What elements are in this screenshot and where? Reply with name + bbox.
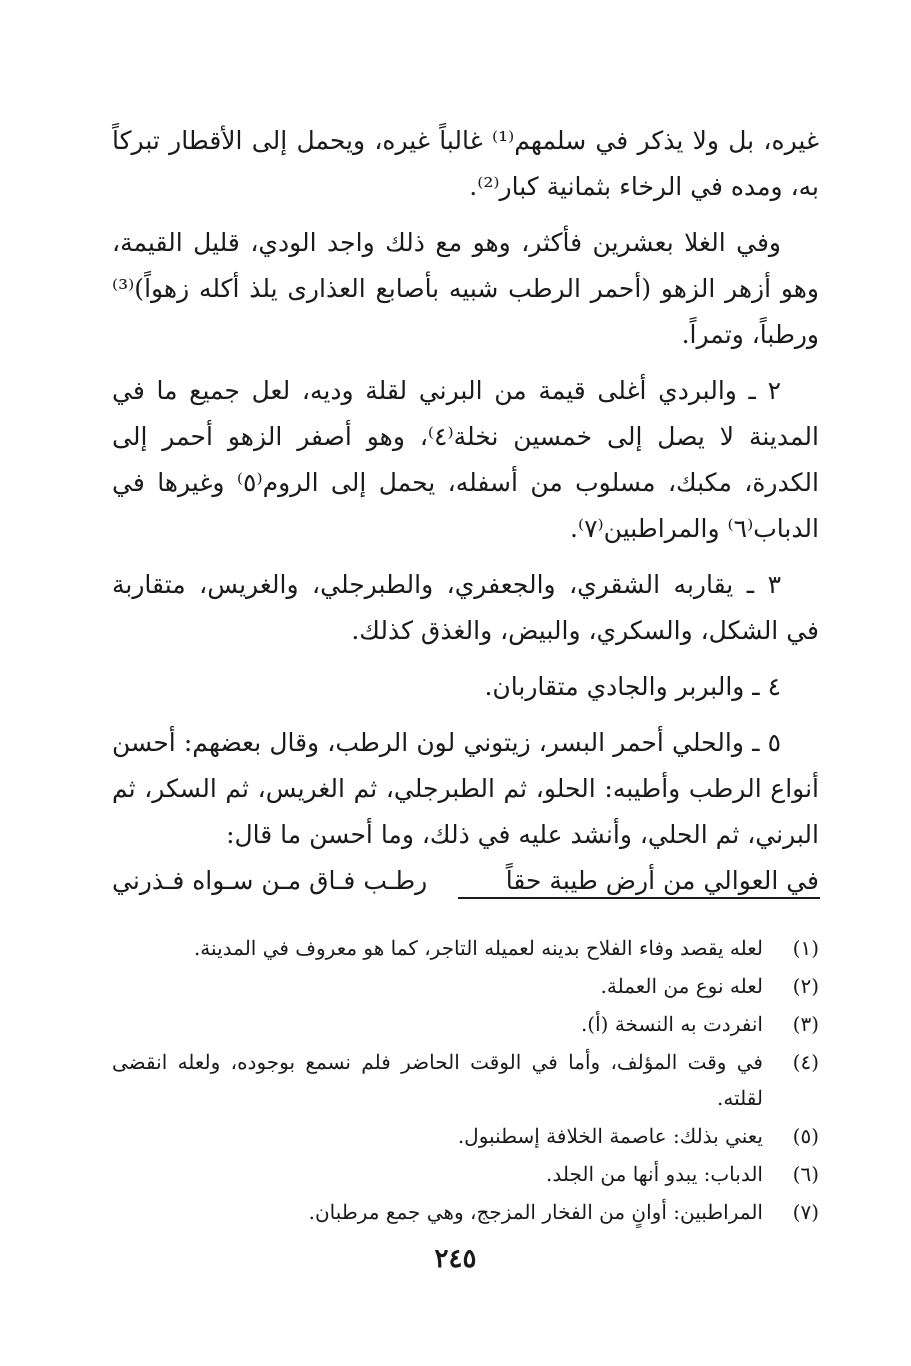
footnote-number: (١) (792, 936, 819, 960)
footnote-text: لعله يقصد وفاء الفلاح بدينه لعميله التاجر، كما هو معروف في المدينة. (193, 936, 763, 960)
page-number: ٢٤٥ (434, 1244, 477, 1274)
footnote-text: لعله نوع من العملة. (600, 974, 763, 998)
paragraph-3: ٢ ـ والبردي أغلى قيمة من البرني لقلة وديه، لعل جميع ما في المدينة لا يصل إلى خمسين نخلة⁽٤⁾، وهو أصفر الزهو أحمر إلى الكدرة، مكبك، مسلوب من أسفله، يحمل إلى الروم⁽٥⁾ وغيرها في الدباب⁽٦⁾ والمراطبين⁽٧⁾. (112, 376, 819, 543)
footnote-6 (112, 1156, 819, 1192)
footnote-text: يعني بذلك: عاصمة الخلافة إسطنبول. (457, 1124, 763, 1148)
footnote-number: (٢) (792, 974, 819, 998)
footnote-2 (112, 968, 819, 1004)
footnote-number: (٦) (792, 1162, 819, 1186)
footnote-divider (458, 897, 820, 899)
verse-second-hemistich: رطـب فـاق مـن سـواه فـذرني (112, 866, 428, 895)
footnote-text: في وقت المؤلف، وأما في الوقت الحاضر فلم نسمع بوجوده، ولعله انقضى لقلته. (112, 1050, 763, 1110)
footnote-7 (112, 1194, 819, 1230)
footnote-number: (٥) (792, 1124, 819, 1148)
footnote-1 (112, 930, 819, 966)
footnote-text: المراطبين: أوانٍ من الفخار المزجج، وهي جمع مرطبان. (308, 1200, 763, 1224)
footnote-number: (٣) (792, 1012, 819, 1036)
footnote-3 (112, 1006, 819, 1042)
main-text (112, 118, 819, 904)
paragraph-4: ٣ ـ يقاربه الشقري، والجعفري، والطبرجلي، والغريس، متقاربة في الشكل، والسكري، والبيض، والغذق كذلك. (112, 570, 819, 645)
footnote-text: الدباب: يبدو أنها من الجلد. (546, 1162, 763, 1186)
paragraph-6: ٥ ـ والحلي أحمر البسر، زيتوني لون الرطب، وقال بعضهم: أحسن أنواع الرطب وأطيبه: الحلو، ثم الطبرجلي، ثم الغريس، ثم السكر، ثم البرني، ثم الحلي، وأنشد عليه في ذلك، وما أحسن ما قال: (112, 728, 819, 849)
footnote-5 (112, 1118, 819, 1154)
paragraph-1: غيره، بل ولا يذكر في سلمهم⁽¹⁾ غالباً غيره، ويحمل إلى الأقطار تبركاً به، ومده في الرخاء بثمانية كبار⁽²⁾. (112, 126, 820, 201)
footnote-text: انفردت به النسخة (أ). (580, 1012, 763, 1036)
verse-first-hemistich: في العوالي من أرض طيبة حقاً (505, 866, 819, 895)
footnote-number: (٧) (792, 1200, 819, 1224)
footnote-number: (٤) (792, 1050, 819, 1074)
footnote-4 (112, 1044, 819, 1116)
paragraph-2: وفي الغلا بعشرين فأكثر، وهو مع ذلك واجد الودي، قليل القيمة، وهو أزهر الزهو (أحمر الرطب شبيه بأصابع العذارى يلذ أكله زهواً)⁽³⁾ ورطباً، وتمراً. (112, 228, 819, 349)
paragraph-5: ٤ ـ والبربر والجادي متقاربان. (484, 672, 781, 701)
footnotes-list (112, 930, 819, 1232)
